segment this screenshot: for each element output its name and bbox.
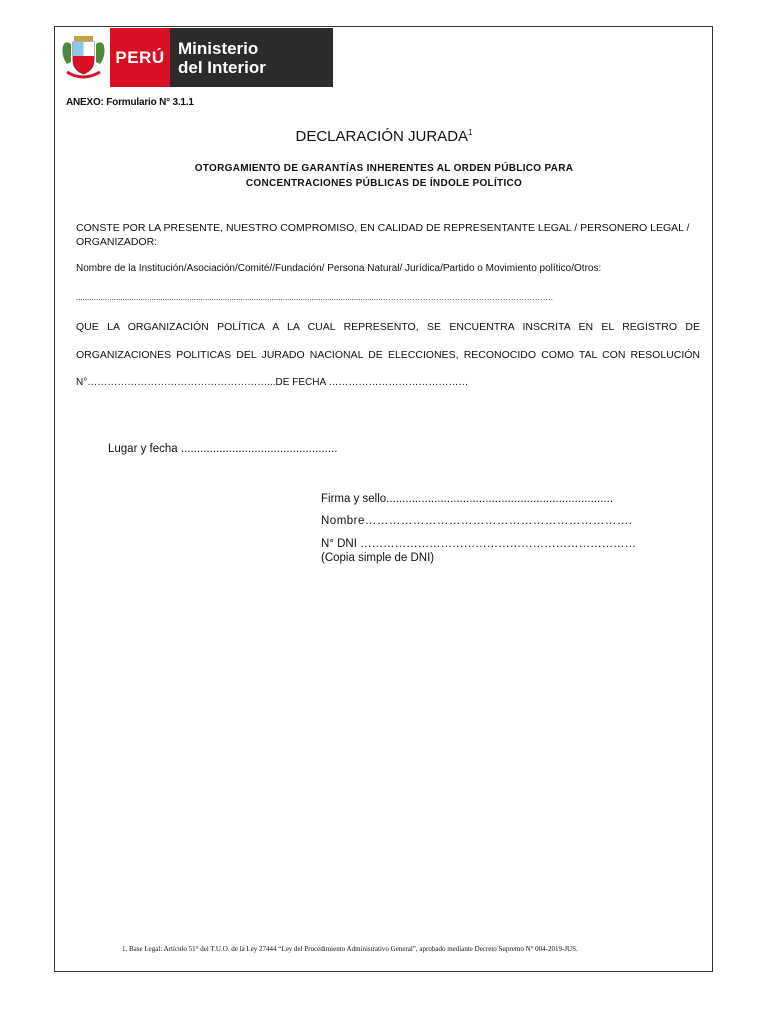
ministry-logo bbox=[57, 28, 333, 87]
que-line2: ORGANIZACIONES POLITICAS DEL JURADO NACIONAL DE ELECCIONES, RECONOCIDO COMO TAL CON RESOLUCIÓN bbox=[76, 349, 700, 361]
ministry-line1: Ministerio bbox=[178, 38, 259, 58]
conste-line1: CONSTE POR LA PRESENTE, NUESTRO COMPROMISO, EN CALIDAD DE REPRESENTANTE LEGAL / PERSONERO LEGAL / bbox=[76, 222, 690, 234]
document-title bbox=[0, 128, 768, 145]
nombre-field: Nombre…………………………………………………………. bbox=[321, 515, 633, 527]
title-text: DECLARACIÓN JURADA bbox=[295, 128, 469, 145]
copia-dni-note: (Copia simple de DNI) bbox=[321, 552, 435, 564]
ministry-label bbox=[170, 28, 333, 87]
que-line1: QUE LA ORGANIZACIÓN POLÍTICA A LA CUAL REPRESENTO, SE ENCUENTRA INSCRITA EN EL REGISTRO DE bbox=[76, 321, 700, 333]
institucion-dotted-line: ..........................................................................................................................................………………………………………………………. bbox=[76, 293, 553, 302]
conste-paragraph bbox=[76, 221, 700, 249]
que-line3: N°………………………………………………...DE FECHA …………………………………… bbox=[76, 377, 469, 388]
conste-line2: ORGANIZADOR: bbox=[76, 236, 158, 248]
dni-field: N° DNI ……………………………………………………………… bbox=[321, 538, 637, 550]
footnote: 1. Base Legal: Artículo 51° del T.U.O. de la Ley 27444 “Ley del Procedimiento Administrativo General”, aprobado mediante Decreto Supremo N° 004-2019-JUS. bbox=[122, 945, 578, 953]
ministry-line2: del Interior bbox=[178, 57, 266, 77]
title-footnote-mark: 1 bbox=[468, 128, 473, 137]
lugar-fecha-field: Lugar y fecha ................................................. bbox=[108, 443, 338, 455]
document-subtitle bbox=[0, 161, 768, 191]
firma-sello-field: Firma y sello....................................................................... bbox=[321, 493, 614, 505]
peru-coat-of-arms-icon bbox=[57, 28, 110, 87]
subtitle-line1: OTORGAMIENTO DE GARANTÍAS INHERENTES AL ORDEN PÚBLICO PARA bbox=[194, 163, 574, 174]
nombre-institucion-label: Nombre de la Institución/Asociación/Comité//Fundación/ Persona Natural/ Jurídica/Partido o Movimiento político/Otros: bbox=[76, 263, 602, 274]
anexo-label: ANEXO: Formulario N° 3.1.1 bbox=[66, 97, 194, 108]
peru-label: PERÚ bbox=[110, 28, 170, 87]
subtitle-line2: CONCENTRACIONES PÚBLICAS DE ÍNDOLE POLÍTICO bbox=[245, 178, 523, 189]
